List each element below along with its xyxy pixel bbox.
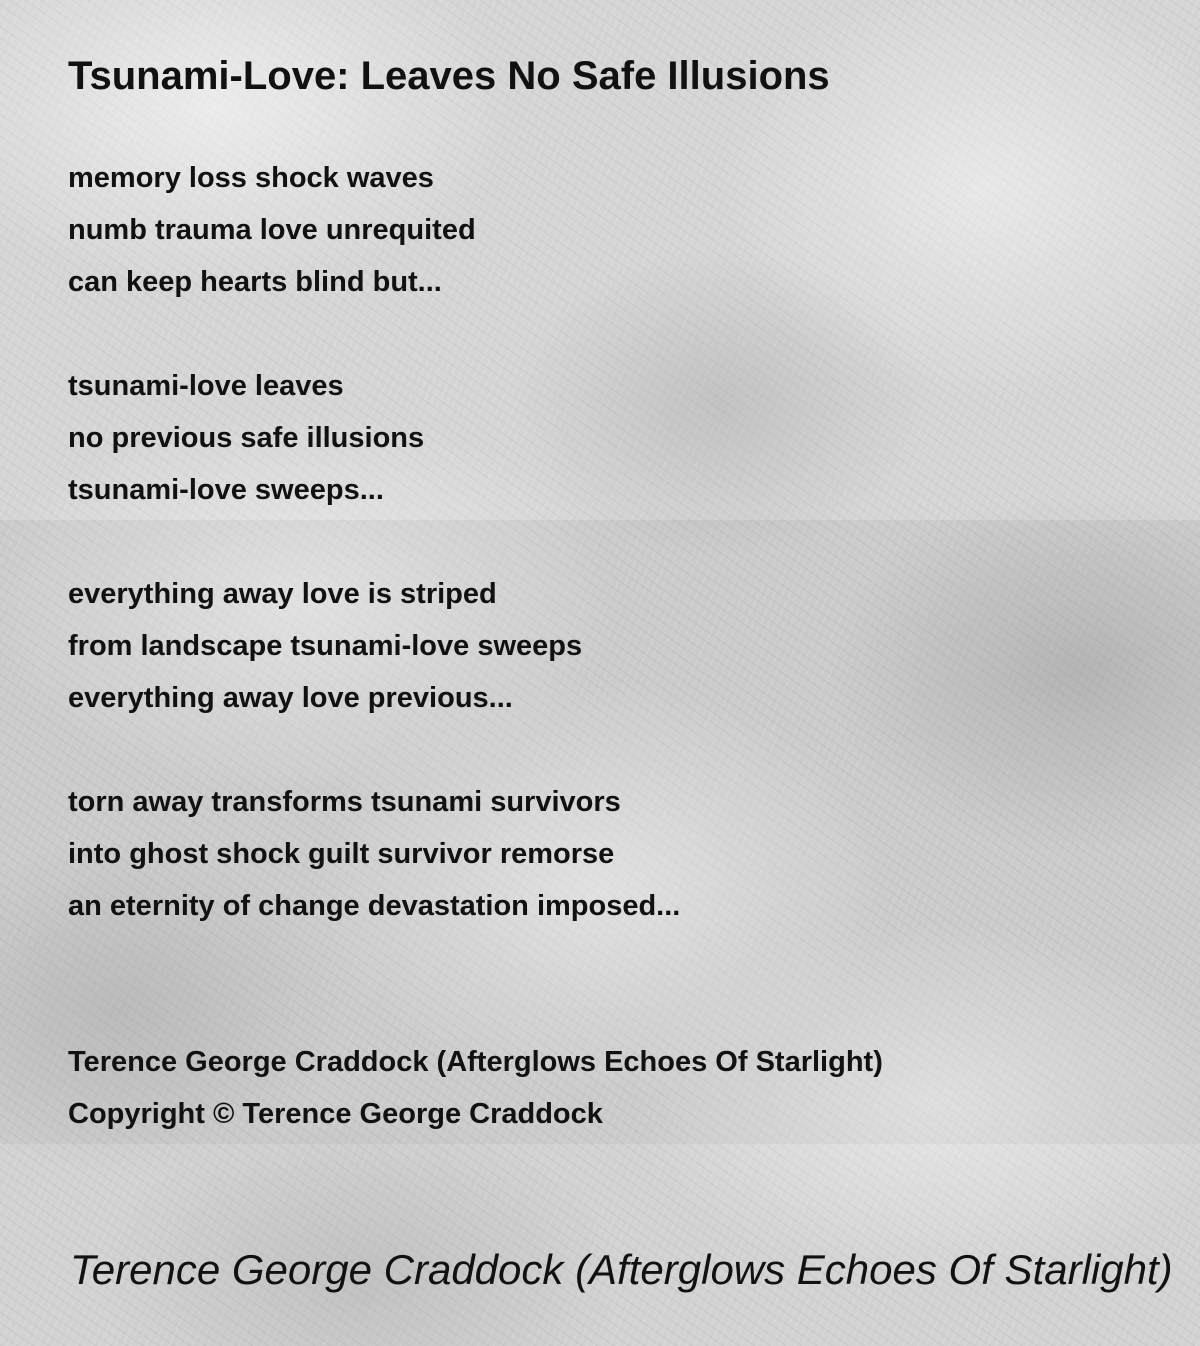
stanza-break: [68, 724, 883, 776]
poem-title: Tsunami-Love: Leaves No Safe Illusions: [68, 54, 830, 98]
poem-line: can keep hearts blind but...: [68, 266, 442, 298]
stanza-break: [68, 516, 883, 568]
poem-card: [68, 50, 1168, 1130]
stanza-1: [68, 152, 883, 308]
poem-line: tsunami-love sweeps...: [68, 474, 384, 506]
poem-line: from landscape tsunami-love sweeps: [68, 630, 583, 662]
poem-line: tsunami-love leaves: [68, 370, 344, 402]
author-signature: Terence George Craddock (Afterglows Echoes Of Starlight): [70, 1246, 1173, 1293]
poem-line: torn away transforms tsunami survivors: [68, 786, 621, 818]
poem-line: everything away love previous...: [68, 682, 513, 714]
stanza-3: [68, 568, 883, 724]
poem-credit: [68, 1036, 883, 1140]
poem-line: no previous safe illusions: [68, 422, 425, 454]
poem-body: [68, 152, 883, 1140]
poem-line: everything away love is striped: [68, 578, 497, 610]
credit-break: [68, 932, 883, 1036]
author-credit-line: Terence George Craddock (Afterglows Echoes Of Starlight): [68, 1046, 883, 1078]
poem-line: memory loss shock waves: [68, 162, 434, 194]
poem-line: into ghost shock guilt survivor remorse: [68, 838, 615, 870]
poem-line: an eternity of change devastation imposed...: [68, 890, 681, 922]
stanza-2: [68, 360, 883, 516]
stanza-4: [68, 776, 883, 932]
copyright-line: Copyright © Terence George Craddock: [68, 1098, 603, 1130]
poem-line: numb trauma love unrequited: [68, 214, 476, 246]
stanza-break: [68, 308, 883, 360]
